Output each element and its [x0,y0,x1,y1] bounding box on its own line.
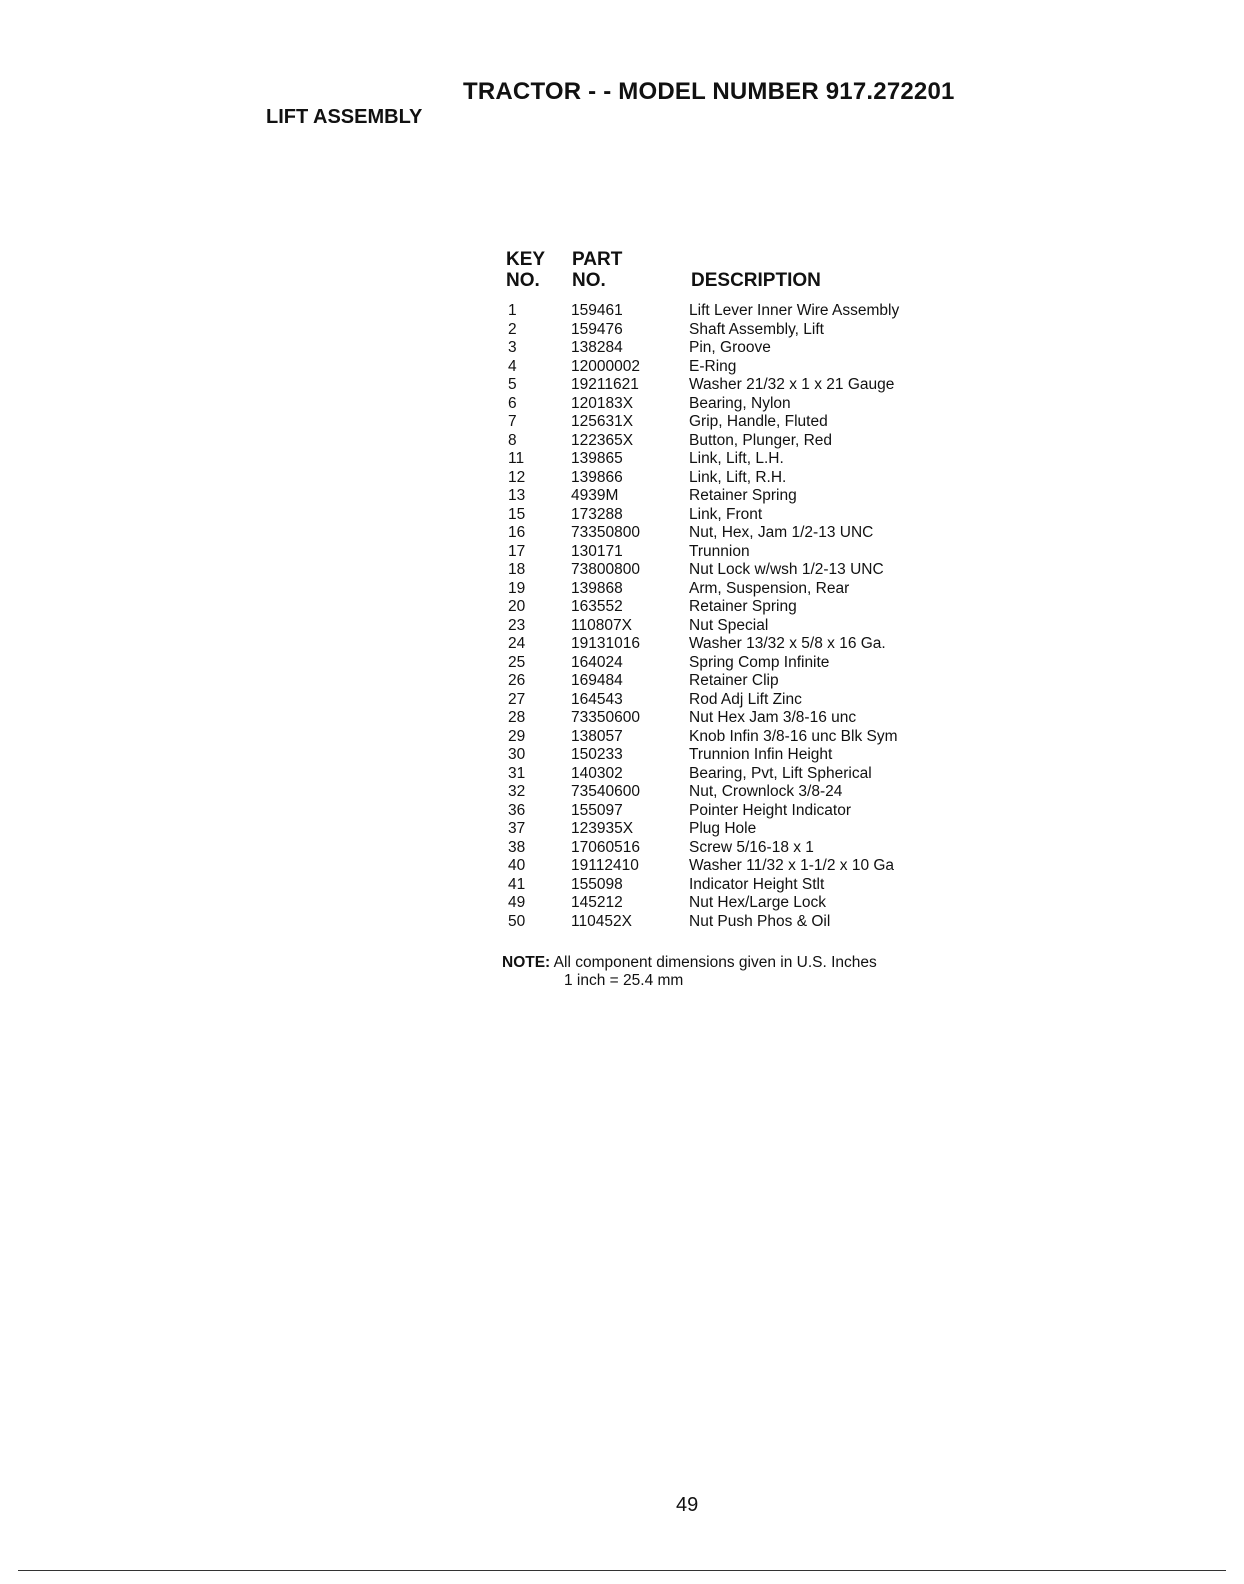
description-cell: Bearing, Pvt, Lift Spherical [689,764,872,782]
description-cell: Nut, Hex, Jam 1/2-13 UNC [689,524,874,541]
header-description: DESCRIPTION [691,270,821,291]
part-no-cell: 139866 [571,468,623,486]
part-no-cell: 125631X [571,413,634,430]
table-row [505,580,955,599]
parts-table [505,250,955,931]
table-row [505,876,955,895]
description-cell: Nut, Crownlock 3/8-24 [689,783,843,800]
table-row [505,746,955,765]
table-row [505,469,955,488]
header-key-line2: NO. [506,270,540,291]
description-cell: Spring Comp Infinite [689,653,830,671]
part-no-cell: 140302 [571,764,623,782]
part-no-cell: 110807X [571,616,632,634]
part-no-cell: 139865 [571,450,623,467]
description-cell: Grip, Handle, Fluted [689,413,828,430]
description-cell: Link, Lift, R.H. [689,468,787,486]
key-no-cell: 11 [508,450,525,467]
part-no-cell: 163552 [571,598,623,615]
description-cell: Retainer Spring [689,598,797,615]
part-no-cell: 164543 [571,690,623,708]
table-row [505,395,955,414]
table-row [505,765,955,784]
part-no-cell: 73800800 [571,561,640,578]
part-no-cell: 173288 [571,505,623,523]
key-no-cell: 8 [508,431,517,449]
table-row [505,302,955,321]
part-no-cell: 145212 [571,894,623,911]
description-cell: Rod Adj Lift Zinc [689,690,802,708]
description-cell: Pointer Height Indicator [689,801,851,819]
description-cell: Washer 11/32 x 1-1/2 x 10 Ga [689,857,895,874]
part-no-cell: 4939M [571,487,619,504]
part-no-cell: 138284 [571,339,623,356]
key-no-cell: 6 [508,394,517,412]
description-cell: Pin, Groove [689,339,771,356]
table-row [505,598,955,617]
header-part-line1: PART [572,249,623,270]
note-label: NOTE: [502,954,551,971]
description-cell: Nut Lock w/wsh 1/2-13 UNC [689,561,884,578]
table-row [505,358,955,377]
table-row [505,913,955,932]
key-no-cell: 1 [508,302,517,319]
table-row [505,635,955,654]
description-cell: Nut Special [689,616,769,634]
part-no-cell: 123935X [571,820,634,837]
description-cell: Nut Hex/Large Lock [689,894,826,911]
table-row [505,802,955,821]
part-no-cell: 169484 [571,672,623,689]
table-row [505,524,955,543]
description-cell: Bearing, Nylon [689,394,791,412]
part-no-cell: 73540600 [571,783,640,800]
description-cell: Link, Lift, L.H. [689,450,784,467]
description-cell: Nut Push Phos & Oil [689,912,831,930]
description-cell: Retainer Clip [689,672,779,689]
table-row [505,413,955,432]
part-no-cell: 19211621 [571,376,639,393]
table-row [505,339,955,358]
description-cell: Trunnion [689,542,750,560]
key-no-cell: 3 [508,339,517,356]
key-no-cell: 18 [508,561,526,578]
part-no-cell: 73350800 [571,524,640,541]
table-row [505,561,955,580]
key-no-cell: 30 [508,746,526,763]
description-cell: Lift Lever Inner Wire Assembly [689,302,900,319]
key-no-cell: 7 [508,413,517,430]
key-no-cell: 41 [508,875,526,893]
note-line1 [502,954,877,972]
description-cell: Knob Infin 3/8-16 unc Blk Sym [689,727,898,745]
key-no-cell: 25 [508,653,526,671]
key-no-cell: 13 [508,487,526,504]
note [502,954,877,990]
part-no-cell: 130171 [571,542,623,560]
table-row [505,450,955,469]
key-no-cell: 49 [508,894,526,911]
description-cell: Retainer Spring [689,487,797,504]
table-row [505,432,955,451]
part-no-cell: 138057 [571,727,623,745]
description-cell: Shaft Assembly, Lift [689,320,824,338]
key-no-cell: 15 [508,505,526,523]
key-no-cell: 2 [508,320,517,338]
page-number: 49 [676,1494,699,1516]
key-no-cell: 5 [508,376,517,393]
header-part-line2: NO. [572,270,606,291]
part-no-cell: 19131016 [571,635,640,652]
key-no-cell: 26 [508,672,526,689]
description-cell: Button, Plunger, Red [689,431,833,449]
key-no-cell: 38 [508,838,526,856]
table-row [505,783,955,802]
table-row [505,709,955,728]
part-no-cell: 164024 [571,653,623,671]
part-no-cell: 159476 [571,320,623,338]
part-no-cell: 159461 [571,302,623,319]
note-line2: 1 inch = 25.4 mm [564,972,684,989]
part-no-cell: 122365X [571,431,634,449]
table-row [505,487,955,506]
table-row [505,321,955,340]
table-row [505,691,955,710]
key-no-cell: 32 [508,783,526,800]
key-no-cell: 24 [508,635,526,652]
key-no-cell: 19 [508,579,526,597]
part-no-cell: 155098 [571,875,623,893]
key-no-cell: 36 [508,801,526,819]
bottom-divider [18,1570,1226,1571]
part-no-cell: 12000002 [571,357,640,375]
table-row [505,617,955,636]
page-title: TRACTOR - - MODEL NUMBER 917.272201 [463,78,955,105]
key-no-cell: 12 [508,468,526,486]
table-row [505,728,955,747]
description-cell: Washer 13/32 x 5/8 x 16 Ga. [689,635,886,652]
table-row [505,543,955,562]
section-title: LIFT ASSEMBLY [266,106,423,128]
key-no-cell: 20 [508,598,526,615]
description-cell: Plug Hole [689,820,757,837]
description-cell: Nut Hex Jam 3/8-16 unc [689,709,857,726]
table-row [505,672,955,691]
part-no-cell: 120183X [571,394,634,412]
table-row [505,820,955,839]
table-row [505,506,955,525]
part-no-cell: 19112410 [571,857,639,874]
key-no-cell: 31 [508,764,526,782]
part-no-cell: 155097 [571,801,623,819]
key-no-cell: 50 [508,912,526,930]
description-cell: Arm, Suspension, Rear [689,579,850,597]
key-no-cell: 40 [508,857,526,874]
part-no-cell: 139868 [571,579,623,597]
description-cell: Trunnion Infin Height [689,746,833,763]
part-no-cell: 17060516 [571,838,640,856]
description-cell: Screw 5/16-18 x 1 [689,838,814,856]
table-row [505,376,955,395]
table-row [505,654,955,673]
description-cell: E-Ring [689,357,737,375]
parts-rows [505,302,955,931]
table-row [505,839,955,858]
note-text: All component dimensions given in U.S. Inches [553,954,877,971]
key-no-cell: 28 [508,709,526,726]
table-row [505,857,955,876]
key-no-cell: 4 [508,357,517,375]
key-no-cell: 17 [508,542,526,560]
table-row [505,894,955,913]
header-key-line1: KEY [506,249,546,270]
part-no-cell: 110452X [571,912,632,930]
key-no-cell: 16 [508,524,526,541]
table-header [505,250,955,296]
description-cell: Indicator Height Stlt [689,875,825,893]
part-no-cell: 150233 [571,746,623,763]
description-cell: Washer 21/32 x 1 x 21 Gauge [689,376,895,393]
part-no-cell: 73350600 [571,709,640,726]
key-no-cell: 23 [508,616,526,634]
key-no-cell: 27 [508,690,526,708]
key-no-cell: 29 [508,727,526,745]
key-no-cell: 37 [508,820,526,837]
description-cell: Link, Front [689,505,763,523]
